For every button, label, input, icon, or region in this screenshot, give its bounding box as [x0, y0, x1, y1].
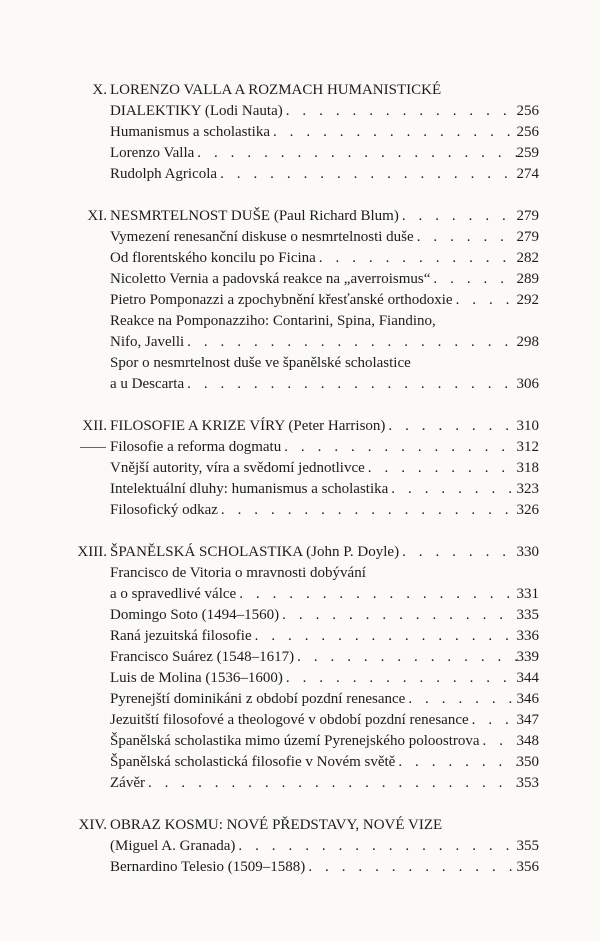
- entry-title: NESMRTELNOST DUŠE (Paul Richard Blum): [110, 208, 399, 224]
- chapter-heading: [0, 815, 600, 836]
- page-number: 279: [516, 208, 539, 224]
- dot-leader: [316, 248, 517, 269]
- section-entry: [0, 500, 600, 521]
- section-entry: [0, 479, 600, 500]
- section-entry: [0, 143, 600, 164]
- section-entry: [0, 248, 600, 269]
- dot-leader: [388, 479, 516, 500]
- chapter-number: XI.: [87, 208, 107, 224]
- page-number: 318: [516, 460, 539, 476]
- entry-title: DIALEKTIKY (Lodi Nauta): [110, 103, 283, 119]
- dot-leader: [145, 773, 517, 794]
- page-number: 282: [516, 250, 539, 266]
- chapter-number: X.: [92, 82, 107, 98]
- section-entry: [0, 731, 600, 752]
- entry-title: ŠPANĚLSKÁ SCHOLASTIKA (John P. Doyle): [110, 544, 400, 560]
- page-number: 348: [516, 733, 539, 749]
- dot-leader: [283, 668, 517, 689]
- entry-title: Domingo Soto (1494–1560): [110, 607, 280, 623]
- page-number: 355: [516, 838, 539, 854]
- entry-title: Španělská scholastika mimo území Pyrenejského poloostrova: [110, 733, 480, 749]
- page-number: 306: [516, 376, 539, 392]
- entry-title: Francisco de Vitoria o mravnosti dobývání: [110, 565, 366, 581]
- page-number: 310: [516, 418, 539, 434]
- section-entry: [0, 269, 600, 290]
- page-number: 323: [516, 481, 539, 497]
- entry-title: (Miguel A. Granada): [110, 838, 236, 854]
- chapter-heading: [0, 416, 600, 437]
- page-number: 331: [516, 586, 539, 602]
- page-number: 353: [516, 775, 539, 791]
- dot-leader: [235, 836, 516, 857]
- section-entry: [0, 563, 600, 584]
- dot-leader: [365, 458, 517, 479]
- entry-title: Humanismus a scholastika: [110, 124, 270, 140]
- chapter-block: [0, 206, 600, 395]
- section-entry-continued: [0, 374, 600, 395]
- section-entry: [0, 605, 600, 626]
- page-number: 292: [516, 292, 539, 308]
- dot-leader: [385, 416, 516, 437]
- entry-title: FILOSOFIE A KRIZE VÍRY (Peter Harrison): [110, 418, 386, 434]
- dot-leader: [283, 101, 517, 122]
- dot-leader: [480, 731, 517, 752]
- dot-leader: [414, 227, 517, 248]
- entry-title: a o spravedlivé válce: [110, 586, 237, 602]
- section-entry: [0, 437, 600, 458]
- section-entry: [0, 647, 600, 668]
- dot-leader: [294, 647, 516, 668]
- section-entry: [0, 353, 600, 374]
- section-entry: [0, 626, 600, 647]
- section-entry: [0, 164, 600, 185]
- chapter-block: [0, 815, 600, 878]
- page-number: 346: [516, 691, 539, 707]
- dot-leader: [270, 122, 517, 143]
- margin-pen-mark: [80, 447, 106, 448]
- entry-title: Jezuitští filosofové a theologové v období pozdní renesance: [110, 712, 469, 728]
- chapter-heading-continued: [0, 101, 600, 122]
- entry-title: Bernardino Telesio (1509–1588): [110, 859, 306, 875]
- page-number: 335: [516, 607, 539, 623]
- chapter-number: XII.: [82, 418, 107, 434]
- entry-title: Filosofie a reforma dogmatu: [110, 439, 282, 455]
- page-number: 344: [516, 670, 539, 686]
- section-entry: [0, 752, 600, 773]
- page-number: 356: [516, 859, 539, 875]
- section-entry-continued: [0, 332, 600, 353]
- section-entry: [0, 773, 600, 794]
- entry-title: Intelektuální dluhy: humanismus a scholastika: [110, 481, 389, 497]
- page-number: 279: [516, 229, 539, 245]
- entry-title: Lorenzo Valla: [110, 145, 195, 161]
- page-number: 259: [516, 145, 539, 161]
- page-number: 326: [516, 502, 539, 518]
- page-number: 336: [516, 628, 539, 644]
- chapter-heading-continued: [0, 836, 600, 857]
- dot-leader: [279, 605, 516, 626]
- section-entry: [0, 458, 600, 479]
- chapter-heading: [0, 206, 600, 227]
- dot-leader: [281, 437, 516, 458]
- chapter-block: [0, 416, 600, 521]
- chapter-number: XIII.: [77, 544, 107, 560]
- dot-leader: [184, 332, 516, 353]
- entry-title: Luis de Molina (1536–1600): [110, 670, 283, 686]
- chapter-block: [0, 80, 600, 185]
- dot-leader: [217, 164, 516, 185]
- page-number: 289: [516, 271, 539, 287]
- section-entry-continued: [0, 584, 600, 605]
- page-number: 350: [516, 754, 539, 770]
- entry-title: LORENZO VALLA A ROZMACH HUMANISTICKÉ: [110, 82, 442, 98]
- page-number: 274: [516, 166, 539, 182]
- entry-title: Rudolph Agricola: [110, 166, 218, 182]
- dot-leader: [399, 542, 516, 563]
- dot-leader: [194, 143, 516, 164]
- entry-title: Francisco Suárez (1548–1617): [110, 649, 295, 665]
- dot-leader: [399, 206, 517, 227]
- entry-title: Raná jezuitská filosofie: [110, 628, 252, 644]
- page-number: 347: [516, 712, 539, 728]
- dot-leader: [453, 290, 517, 311]
- section-entry: [0, 689, 600, 710]
- dot-leader: [252, 626, 517, 647]
- chapter-number: XIV.: [78, 817, 107, 833]
- entry-title: Od florentského koncilu po Ficina: [110, 250, 316, 266]
- dot-leader: [395, 752, 516, 773]
- page-number: 256: [516, 124, 539, 140]
- entry-title: Vnější autority, víra a svědomí jednotlivce: [110, 460, 365, 476]
- table-of-contents: [0, 80, 600, 899]
- entry-title: a u Descarta: [110, 376, 185, 392]
- page-number: 298: [516, 334, 539, 350]
- entry-title: Filosofický odkaz: [110, 502, 218, 518]
- dot-leader: [469, 710, 517, 731]
- chapter-heading: [0, 542, 600, 563]
- chapter-block: [0, 542, 600, 794]
- section-entry: [0, 227, 600, 248]
- section-entry: [0, 857, 600, 878]
- chapter-heading: [0, 80, 600, 101]
- dot-leader: [236, 584, 516, 605]
- dot-leader: [430, 269, 516, 290]
- entry-title: Nicoletto Vernia a padovská reakce na „averroismus“: [110, 271, 431, 287]
- section-entry: [0, 122, 600, 143]
- entry-title: Nifo, Javelli: [110, 334, 185, 350]
- section-entry: [0, 311, 600, 332]
- dot-leader: [405, 689, 516, 710]
- page-number: 256: [516, 103, 539, 119]
- page-number: 330: [516, 544, 539, 560]
- entry-title: Pyrenejští dominikáni z období pozdní renesance: [110, 691, 406, 707]
- entry-title: Pietro Pomponazzi a zpochybnění křesťanské orthodoxie: [110, 292, 453, 308]
- dot-leader: [184, 374, 516, 395]
- entry-title: Reakce na Pomponazziho: Contarini, Spina, Fiandino,: [110, 313, 436, 329]
- section-entry: [0, 710, 600, 731]
- entry-title: OBRAZ KOSMU: NOVÉ PŘEDSTAVY, NOVÉ VIZE: [110, 817, 443, 833]
- entry-title: Španělská scholastická filosofie v Novém světě: [110, 754, 396, 770]
- section-entry: [0, 668, 600, 689]
- dot-leader: [305, 857, 516, 878]
- dot-leader: [218, 500, 517, 521]
- entry-title: Spor o nesmrtelnost duše ve španělské scholastice: [110, 355, 411, 371]
- page-number: 339: [516, 649, 539, 665]
- entry-title: Závěr: [110, 775, 145, 791]
- section-entry: [0, 290, 600, 311]
- entry-title: Vymezení renesanční diskuse o nesmrtelnosti duše: [110, 229, 414, 245]
- page-number: 312: [516, 439, 539, 455]
